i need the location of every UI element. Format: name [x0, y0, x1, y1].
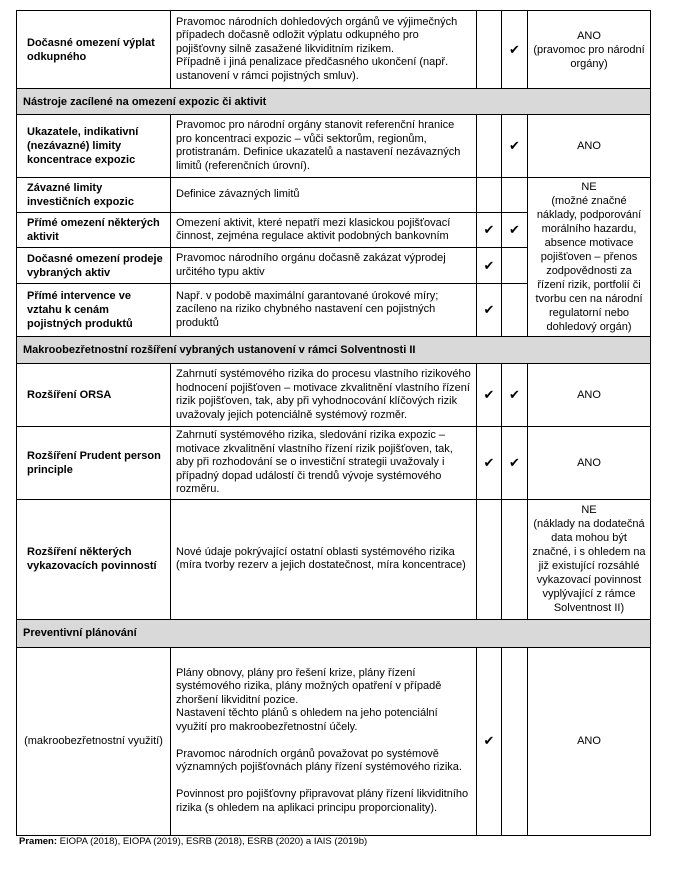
- table-row: [17, 178, 651, 213]
- measure-name: Ukazatele, indikativní (nezávazné) limity koncentrace expozic: [17, 115, 171, 178]
- measure-name: Rozšíření některých vykazovacích povinností: [17, 499, 171, 619]
- table-row: [17, 115, 651, 178]
- measures-table: [16, 10, 651, 836]
- measure-name: Dočasné omezení výplat odkupného: [17, 11, 171, 89]
- check-col-2: [502, 499, 528, 619]
- measure-result: ANO: [528, 647, 651, 835]
- table-row: [17, 647, 651, 835]
- section-row: [17, 619, 651, 647]
- section-row: [17, 337, 651, 364]
- source-label: Pramen:: [19, 836, 58, 847]
- check-col-2: ✔: [502, 427, 528, 500]
- table-row: [17, 364, 651, 427]
- measure-description: Nové údaje pokrývající ostatní oblasti systémového rizika (míra tvorby rezerv a jejich dostatečnost, míra koncentrace): [171, 499, 477, 619]
- check-col-1: ✔: [477, 248, 502, 284]
- table-row: [17, 427, 651, 500]
- check-col-2: ✔: [502, 364, 528, 427]
- check-col-1: ✔: [477, 284, 502, 337]
- measure-description: Omezení aktivit, které nepatří mezi klasickou pojišťovací činnost, zejména regulace aktivit podobných bankovním: [171, 213, 477, 248]
- check-col-2: ✔: [502, 11, 528, 89]
- measure-description: Plány obnovy, plány pro řešení krize, plány řízení systémového rizika, plány možných opatření v případě zhoršení likviditní pozice. Nastavení těchto plánů s ohledem na jeho potenciální využití pro makroobezřetnostní účely. Pravomoc národních orgánů považovat po systémově významných pojišťovnách plány řízení systémového rizika. Povinnost pro pojišťovny připravovat plány řízení likviditního rizika (s ohledem na aplikaci principu proporcionality).: [171, 647, 477, 835]
- measure-description: Pravomoc národních dohledových orgánů ve výjimečných případech dočasně odložit výplatu odkupného pro pojišťovny silně zasažené likviditním rizikem. Případně i jiná penalizace předčasného ukončení (např. ustanovení v rámci pojistných smluv).: [171, 11, 477, 89]
- measure-result: ANO: [528, 427, 651, 500]
- measure-description: Pravomoc národního orgánu dočasně zakázat výprodej určitého typu aktiv: [171, 248, 477, 284]
- check-col-2: [502, 647, 528, 835]
- source-text: EIOPA (2018), EIOPA (2019), ESRB (2018), ESRB (2020) a IAIS (2019b): [57, 836, 368, 847]
- measure-name: (makroobezřetnostní využití): [17, 647, 171, 835]
- measure-description: Pravomoc pro národní orgány stanovit referenční hranice pro koncentraci expozic – vůči sektorům, regionům, protistranám. Definice ukazatelů a nastavení nezávazných limitů (referenčních úrovní).: [171, 115, 477, 178]
- section-title: Preventivní plánování: [17, 619, 651, 647]
- measure-name: Přímé omezení některých aktivit: [17, 213, 171, 248]
- measure-name: Přímé intervence ve vztahu k cenám pojistných produktů: [17, 284, 171, 337]
- measure-result: ANO (pravomoc pro národní orgány): [528, 11, 651, 89]
- measure-result: ANO: [528, 115, 651, 178]
- measure-name: Dočasné omezení prodeje vybraných aktiv: [17, 248, 171, 284]
- merged-result: NE (možné značné náklady, podporování morálního hazardu, absence motivace pojišťoven – přenos zodpovědnosti za řízení rizik, portfolií či tvorbu cen na národní regulatorní nebo dohledový orgán): [528, 178, 651, 337]
- measure-name: Závazné limity investičních expozic: [17, 178, 171, 213]
- check-col-1: ✔: [477, 427, 502, 500]
- measure-result: ANO: [528, 364, 651, 427]
- section-title: Nástroje zacílené na omezení expozic či aktivit: [17, 89, 651, 115]
- measure-description: Zahrnutí systémového rizika, sledování rizika expozic – motivace zkvalitnění vlastního řízení rizik pojišťoven, tak, aby při rozhodování se o investiční strategii uvažovaly i případný dopad událostí či trendů vývoje systémového rozměru.: [171, 427, 477, 500]
- check-col-1: [477, 115, 502, 178]
- measure-description: Definice závazných limitů: [171, 178, 477, 213]
- table-row: [17, 11, 651, 89]
- check-col-2: ✔: [502, 213, 528, 248]
- check-col-1: [477, 178, 502, 213]
- measure-description: Zahrnutí systémového rizika do procesu vlastního rizikového hodnocení pojišťoven – motivace zkvalitnění vlastního řízení rizik pojišťoven, tak, aby při vyhodnocování klíčových rizik uvažovaly jejich potenciálně systémový rozměr.: [171, 364, 477, 427]
- source-note: [19, 836, 367, 847]
- measure-name: Rozšíření ORSA: [17, 364, 171, 427]
- table-row: [17, 499, 651, 619]
- check-col-1: ✔: [477, 213, 502, 248]
- check-col-1: ✔: [477, 364, 502, 427]
- measure-name: Rozšíření Prudent person principle: [17, 427, 171, 500]
- check-col-1: [477, 499, 502, 619]
- check-col-1: [477, 11, 502, 89]
- check-col-1: ✔: [477, 647, 502, 835]
- check-col-2: [502, 284, 528, 337]
- check-col-2: ✔: [502, 115, 528, 178]
- check-col-2: [502, 178, 528, 213]
- section-title: Makroobezřetnostní rozšíření vybraných ustanovení v rámci Solventnosti II: [17, 337, 651, 364]
- measure-description: Např. v podobě maximální garantované úrokové míry; zacíleno na riziko chybného nastavení cen pojistných produktů: [171, 284, 477, 337]
- check-col-2: [502, 248, 528, 284]
- measure-result: NE (náklady na dodatečná data mohou být značné, i s ohledem na již existující rozsáhlé vykazovací povinnost vyplývající z rámce Solventnost II): [528, 499, 651, 619]
- section-row: [17, 89, 651, 115]
